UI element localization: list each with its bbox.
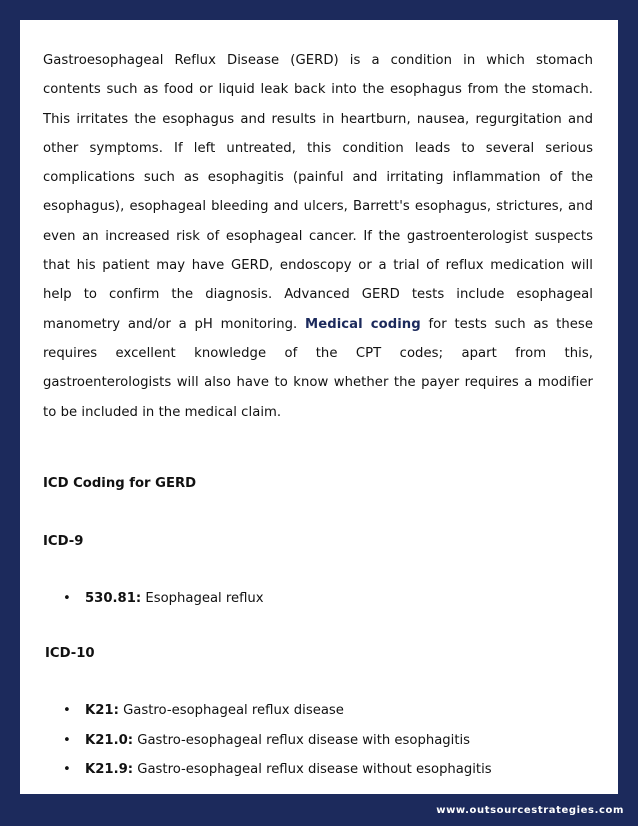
intro-text-part1: Gastroesophageal Reflux Disease (GERD) is a condition in which stomach contents such as food or liquid leak back into the esophagus from the stomach. This irritates the esophagus and results in heartburn, nausea, regurgitation and other symptoms. If left untreated, this condition leads to several serious complications such as esophagitis (painful and irritating inflammation of the esophagus), esophageal bleeding and ulcers, Barrett's esophagus, strictures, and even an increased risk of esophageal cancer. If the gastroenterologist suspects that his patient may have GERD, endoscopy or a trial of reflux medication will help to confirm the diagnosis. Advanced GERD tests include esophageal manometry and/or a pH monitoring. [43, 53, 593, 332]
list-item [63, 726, 492, 756]
icd9-heading: ICD-9 [43, 534, 84, 549]
intro-paragraph [43, 46, 593, 427]
bullet-icon: • [63, 762, 71, 777]
code-description: Esophageal reflux [145, 591, 264, 606]
code-description: Gastro-esophageal reflux disease without esophagitis [137, 762, 492, 777]
list-item [63, 755, 492, 785]
medical-coding-link[interactable]: Medical coding [305, 316, 421, 332]
icd9-list [63, 584, 264, 614]
document-page [20, 20, 618, 794]
bullet-icon: • [63, 703, 71, 718]
code-label: K21.0: [85, 732, 134, 748]
bullet-icon: • [63, 591, 71, 606]
section-heading: ICD Coding for GERD [43, 476, 197, 491]
footer-url[interactable]: www.outsourcestrategies.com [436, 805, 624, 816]
list-item [63, 696, 492, 726]
code-label: K21: [85, 703, 119, 718]
icd10-list [63, 696, 492, 785]
icd10-heading: ICD-10 [45, 646, 95, 661]
document-content [43, 46, 593, 777]
bullet-icon: • [63, 732, 71, 748]
code-label: K21.9: [85, 762, 134, 777]
code-description: Gastro-esophageal reflux disease with esophagitis [137, 732, 471, 748]
list-item [63, 584, 264, 614]
intro-text-part2: for tests such as these requires excellent knowledge of the CPT codes; apart from this, gastroenterologists will also have to know whether the payer requires a modifier to be included in the medical claim. [43, 316, 593, 420]
footer-bar [0, 794, 638, 826]
code-description: Gastro-esophageal reflux disease [123, 703, 344, 718]
code-label: 530.81: [85, 591, 142, 606]
